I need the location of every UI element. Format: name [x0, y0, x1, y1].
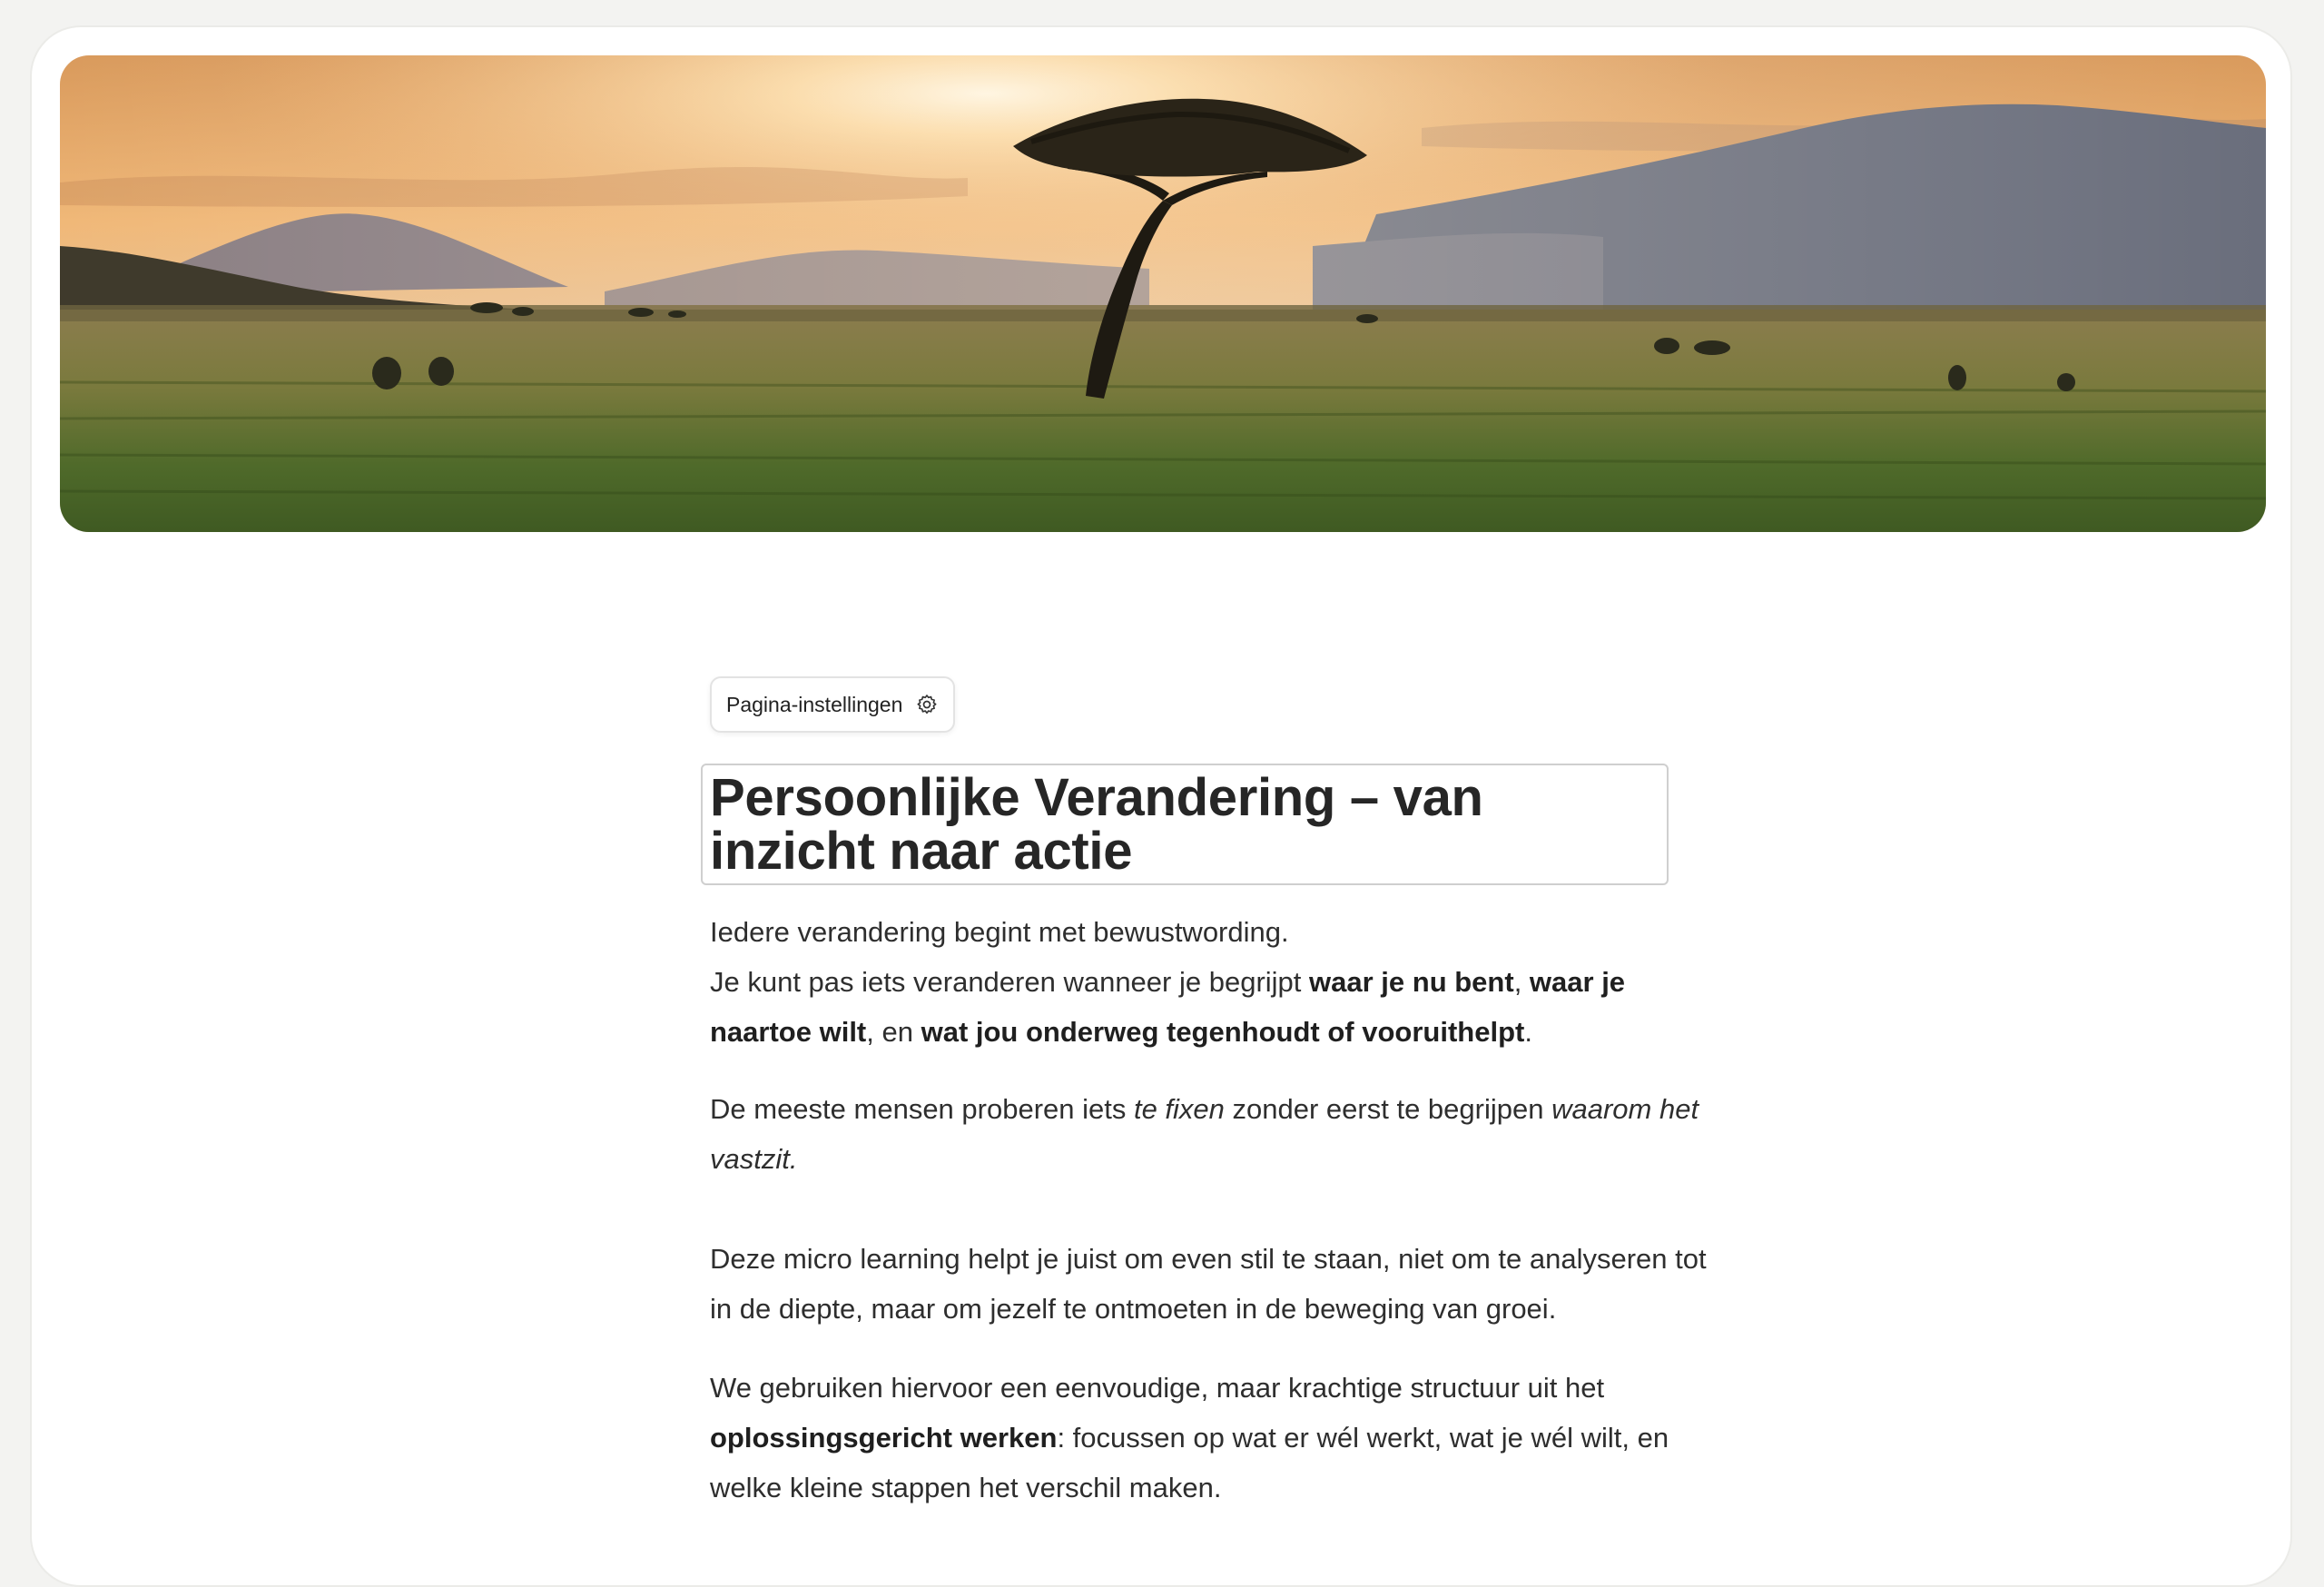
gear-icon — [915, 693, 939, 716]
title-field[interactable] — [701, 764, 1669, 885]
intro-bold-3: wat jou onderweg tegenhoudt of vooruithelpt — [921, 1016, 1525, 1048]
fix-text: zonder eerst te begrijpen — [1224, 1093, 1552, 1125]
intro-text: . — [1524, 1016, 1532, 1048]
paragraph-fix[interactable] — [710, 1084, 1709, 1184]
editor-content — [710, 676, 1709, 1513]
paragraph-structure[interactable] — [710, 1363, 1709, 1513]
intro-text: , — [1513, 966, 1530, 998]
hero-landscape-illustration — [60, 55, 2266, 532]
structure-text: : focussen op wat er wél werkt, wat je wél wilt, en welke kleine stappen het verschil maken. — [710, 1422, 1669, 1503]
page-title: Persoonlijke Verandering – van inzicht naar actie — [710, 768, 1483, 881]
intro-text: , en — [866, 1016, 921, 1048]
intro-bold-2: waar je naartoe wilt — [710, 966, 1626, 1048]
empty-line[interactable] — [710, 1184, 1709, 1234]
page-card — [30, 25, 2292, 1587]
fix-italic-2: waarom het vastzit. — [710, 1093, 1699, 1175]
fix-italic-1: te fixen — [1133, 1093, 1225, 1125]
intro-line-1: Iedere verandering begint met bewustwording. — [710, 916, 1289, 948]
page-settings-label: Pagina-instellingen — [726, 692, 903, 716]
hero-image[interactable] — [60, 55, 2266, 532]
page-settings-button[interactable] — [710, 676, 955, 733]
intro-text: Je kunt pas iets veranderen wanneer je begrijpt — [710, 966, 1310, 998]
paragraph-intro[interactable] — [710, 907, 1709, 1057]
intro-bold-1: waar je nu bent — [1309, 966, 1514, 998]
structure-text: We gebruiken hiervoor een eenvoudige, maar krachtige structuur uit het — [710, 1372, 1605, 1404]
fix-text: De meeste mensen proberen iets — [710, 1093, 1134, 1125]
structure-bold: oplossingsgericht werken — [710, 1422, 1058, 1454]
paragraph-micro-learning[interactable]: Deze micro learning helpt je juist om even stil te staan, niet om te analyseren tot in de diepte, maar om jezelf te ontmoeten in de beweging van groei. — [710, 1243, 1707, 1325]
